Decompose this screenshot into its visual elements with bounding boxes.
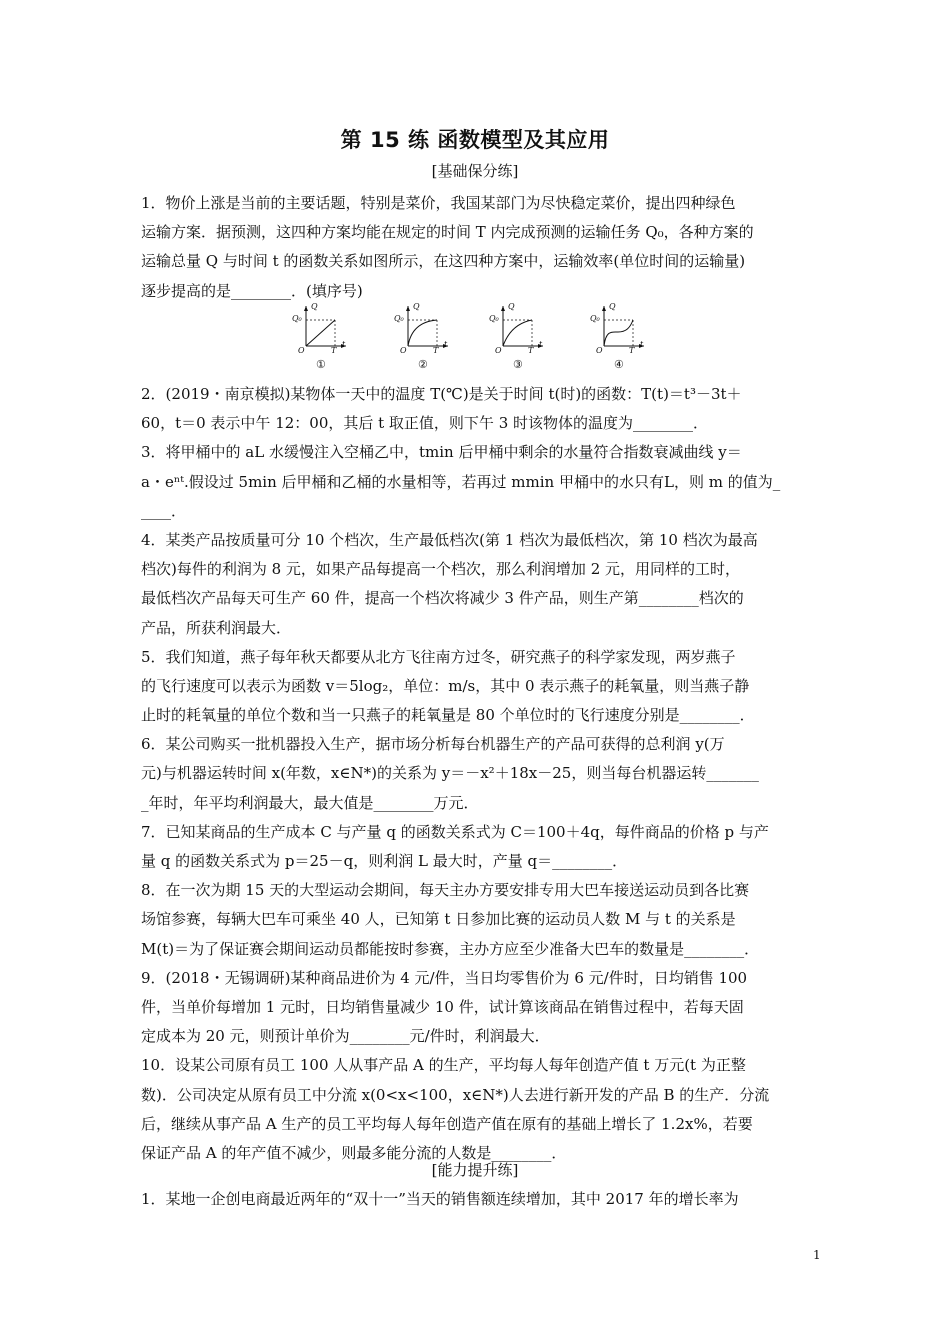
text-line: 运输方案．据预测，这四种方案均能在规定的时间 T 内完成预测的运输任务 Q₀，各种方案的 bbox=[141, 223, 754, 242]
axis-label-T: T bbox=[528, 346, 534, 355]
text-line: 产品，所获利润最大． bbox=[141, 618, 292, 637]
graph-label: ① bbox=[316, 358, 326, 371]
problem-block-1 bbox=[141, 189, 811, 306]
axis-label-q0: Q₀ bbox=[394, 314, 404, 323]
text-line: 2．(2019・南京模拟)某物体一天中的温度 T(℃)是关于时间 t(时)的函数：T(t)＝t³－3t＋ bbox=[141, 385, 742, 403]
transport-graphs bbox=[290, 302, 650, 374]
text-line: 数)．公司决定从原有员工中分流 x(0<x<100，x∈N*)人去进行新开发的产品 B 的生产．分流 bbox=[141, 1085, 770, 1104]
problem-block-3 bbox=[141, 1185, 811, 1214]
text-line: 止时的耗氧量的单位个数和当一只燕子的耗氧量是 80 个单位时的飞行速度分别是________． bbox=[141, 706, 755, 725]
section-heading-basic: [基础保分练] bbox=[431, 162, 519, 180]
axis-label-t: t bbox=[342, 340, 346, 349]
axis-label-t: t bbox=[539, 340, 543, 349]
graph-3 bbox=[487, 302, 545, 374]
text-line: a・eⁿᵗ.假设过 5min 后甲桶和乙桶的水量相等，若再过 mmin 甲桶中的水只有L，则 m 的值为_ bbox=[141, 472, 781, 491]
axis-label-q: Q bbox=[609, 302, 616, 311]
axis-label-q: Q bbox=[311, 302, 318, 311]
axis-label-q: Q bbox=[508, 302, 515, 311]
text-line: 件，当单价每增加 1 元时，日均销售量减少 10 件，试计算该商品在销售过程中，若每天固 bbox=[141, 997, 744, 1016]
graph-4 bbox=[588, 302, 646, 374]
axis-label-T: T bbox=[629, 346, 635, 355]
text-line: 5．我们知道，燕子每年秋天都要从北方飞往南方过冬，研究燕子的科学家发现，两岁燕子 bbox=[141, 647, 736, 666]
axis-label-T: T bbox=[433, 346, 439, 355]
section-heading-advanced: [能力提升练] bbox=[431, 1161, 519, 1179]
text-line: 场馆参赛，每辆大巴车可乘坐 40 人，已知第 t 日参加比赛的运动员人数 M 与 t 的关系是 bbox=[141, 910, 736, 929]
axis-label-origin: O bbox=[400, 346, 407, 355]
axis-label-q: Q bbox=[413, 302, 420, 311]
text-line: 3．将甲桶中的 aL 水缓慢注入空桶乙中，tmin 后甲桶中剩余的水量符合指数衰减曲线 y＝ bbox=[141, 443, 742, 462]
text-line: 定成本为 20 元，则预计单价为________元/件时，利润最大． bbox=[141, 1027, 550, 1046]
axis-label-origin: O bbox=[495, 346, 502, 355]
graph-2 bbox=[392, 302, 450, 374]
text-line: 的飞行速度可以表示为函数 v＝5log₂，单位：m/s，其中 0 表示燕子的耗氧量，则当燕子静 bbox=[141, 676, 750, 695]
text-line: ____． bbox=[141, 501, 187, 520]
graph-1 bbox=[290, 302, 348, 374]
text-line: 60，t＝0 表示中午 12：00，其后 t 取正值，则下午 3 时该物体的温度为________． bbox=[141, 414, 709, 433]
text-line: 最低档次产品每天可生产 60 件，提高一个档次将减少 3 件产品，则生产第________档次的 bbox=[141, 589, 744, 608]
graph-label: ③ bbox=[513, 358, 523, 371]
text-line: 档次)每件的利润为 8 元，如果产品每提高一个档次，那么利润增加 2 元，用同样的工时， bbox=[141, 560, 741, 579]
page-number: 1 bbox=[813, 1248, 821, 1262]
problem-block-2 bbox=[141, 380, 811, 1168]
text-line: 8．在一次为期 15 天的大型运动会期间，每天主办方要安排专用大巴车接送运动员到各比赛 bbox=[141, 881, 750, 900]
text-line: 后，继续从事产品 A 生产的员工平均每人每年创造产值在原有的基础上增长了 1.2x%，若要 bbox=[141, 1114, 753, 1133]
text-line: 元)与机器运转时间 x(年数，x∈N*)的关系为 y＝－x²＋18x－25，则当每台机器运转_______ bbox=[141, 764, 759, 783]
axis-label-t: t bbox=[640, 340, 644, 349]
axis-label-q0: Q₀ bbox=[489, 314, 499, 323]
text-line: M(t)＝为了保证赛会期间运动员都能按时参赛，主办方应至少准备大巴车的数量是________． bbox=[141, 939, 760, 958]
text-line: 6．某公司购买一批机器投入生产，据市场分析每台机器生产的产品可获得的总利润 y(万 bbox=[141, 735, 725, 754]
axis-label-T: T bbox=[331, 346, 337, 355]
text-line: _年时，年平均利润最大，最大值是________万元． bbox=[141, 793, 479, 812]
text-line: 7．已知某商品的生产成本 C 与产量 q 的函数关系式为 C＝100＋4q，每件商品的价格 p 与产 bbox=[141, 822, 769, 841]
axis-label-q0: Q₀ bbox=[590, 314, 600, 323]
text-line: 运输总量 Q 与时间 t 的函数关系如图所示，在这四种方案中，运输效率(单位时间的运输量) bbox=[141, 252, 746, 271]
text-line: 1．物价上涨是当前的主要话题，特别是菜价，我国某部门为尽快稳定菜价，提出四种绿色 bbox=[141, 194, 736, 212]
axis-label-t: t bbox=[444, 340, 448, 349]
text-line: 保证产品 A 的年产值不减少，则最多能分流的人数是________． bbox=[141, 1143, 567, 1162]
text-line: 10．设某公司原有员工 100 人从事产品 A 的生产，平均每人每年创造产值 t 万元(t 为正整 bbox=[141, 1056, 746, 1075]
text-line: 1．某地一企创电商最近两年的“双十一”当天的销售额连续增加，其中 2017 年的增长率为 bbox=[141, 1190, 739, 1208]
page-title: 第 15 练 函数模型及其应用 bbox=[340, 128, 610, 152]
graph-label: ② bbox=[418, 358, 428, 371]
text-line: 9．(2018・无锡调研)某种商品进价为 4 元/件，当日均零售价为 6 元/件时，日均销售 100 bbox=[141, 968, 748, 987]
text-line: 4．某类产品按质量可分 10 个档次，生产最低档次(第 1 档次为最低档次，第 10 档次为最高 bbox=[141, 530, 758, 549]
graph-label: ④ bbox=[614, 358, 624, 371]
axis-label-origin: O bbox=[298, 346, 305, 355]
axis-label-origin: O bbox=[596, 346, 603, 355]
text-line: 逐步提高的是________．(填序号) bbox=[141, 281, 363, 300]
axis-label-q0: Q₀ bbox=[292, 314, 302, 323]
text-line: 量 q 的函数关系式为 p＝25－q，则利润 L 最大时，产量 q＝________． bbox=[141, 852, 628, 870]
